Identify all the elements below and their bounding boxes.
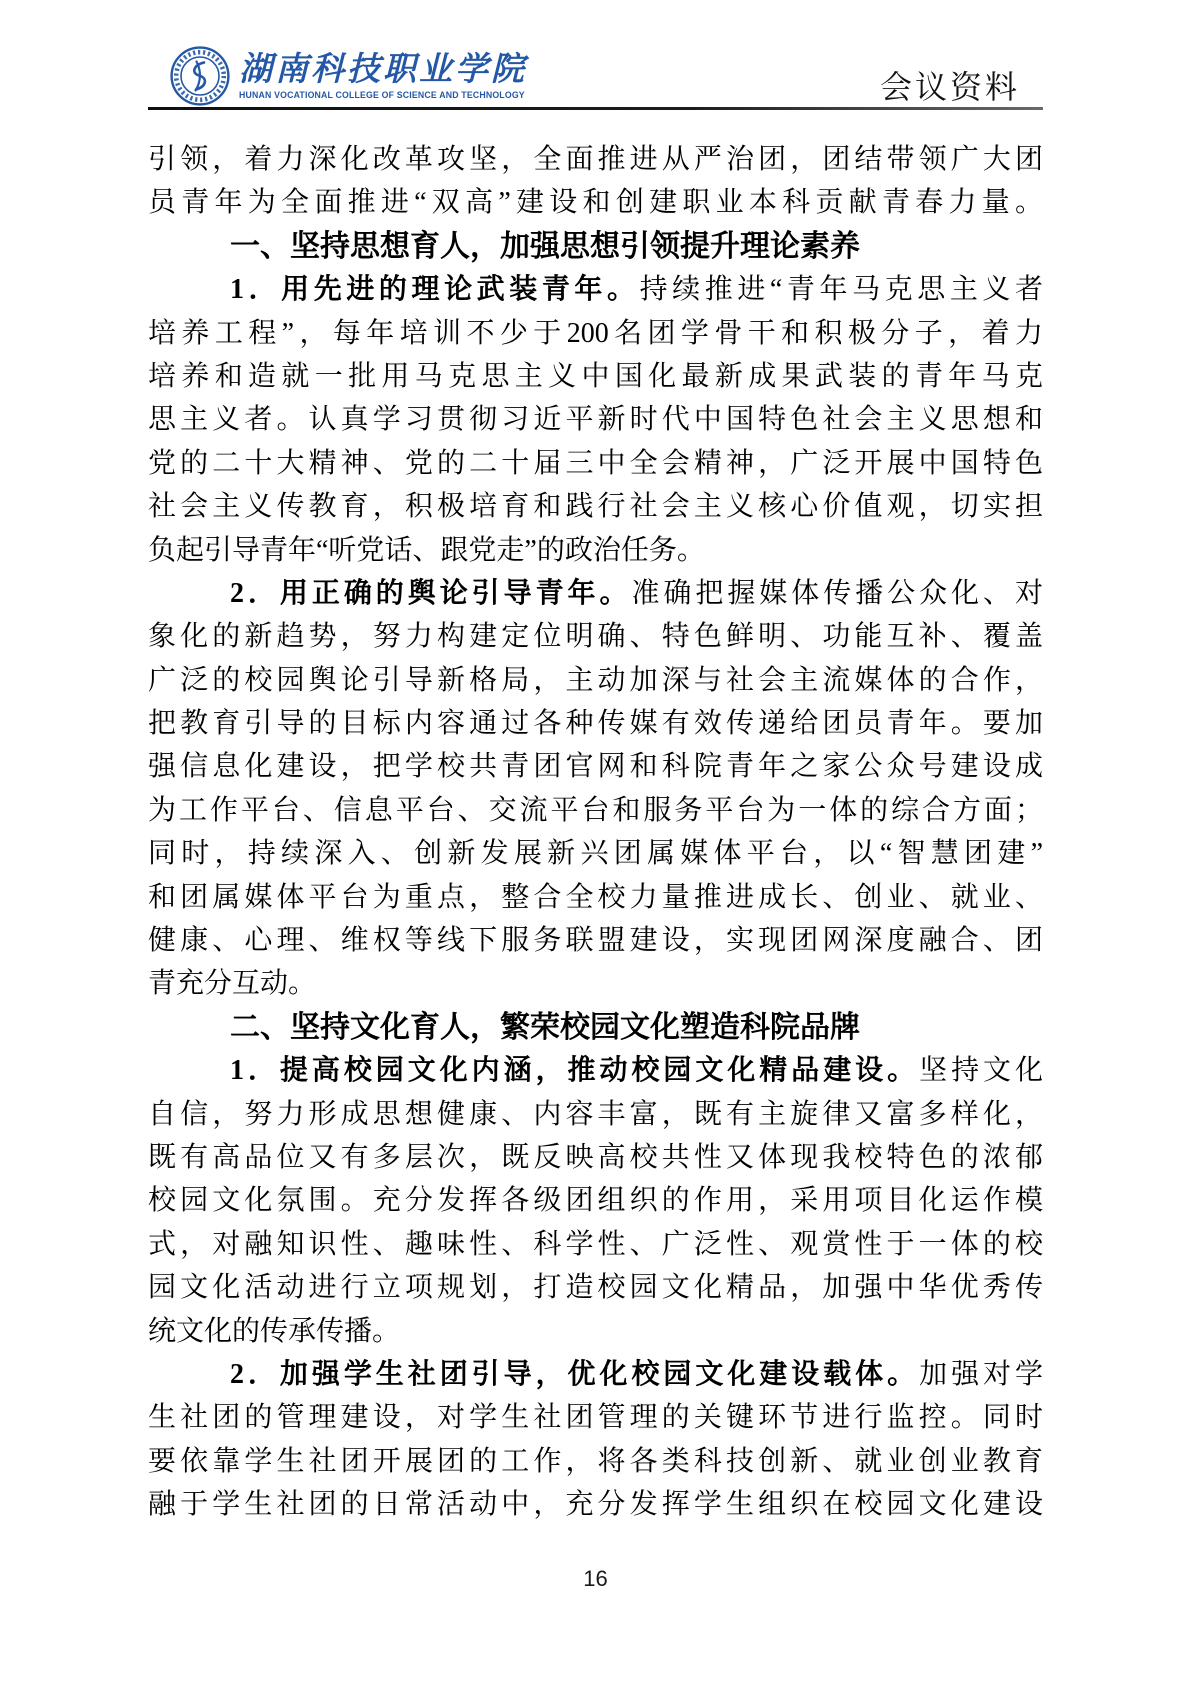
text-line: 党的二十大精神、党的二十届三中全会精神，广泛开展中国特色 xyxy=(148,447,1043,479)
college-logo xyxy=(170,46,550,106)
document-lines xyxy=(148,138,1043,1527)
text-line: 生社团的管理建设，对学生社团管理的关键环节进行监控。同时 xyxy=(148,1402,1043,1434)
text-line: 员青年为全面推进“双高”建设和创建职业本科贡献青春力量。 xyxy=(148,187,1043,219)
text-line: 1．用先进的理论武装青年。持续推进“青年马克思主义者 xyxy=(230,274,1043,306)
text-line: 既有高品位又有多层次，既反映高校共性又体现我校特色的浓郁 xyxy=(148,1141,1043,1173)
text-line: 为工作平台、信息平台、交流平台和服务平台为一体的综合方面； xyxy=(148,794,1043,826)
college-seal-icon xyxy=(170,46,230,106)
text-line: 引领，着力深化改革攻坚，全面推进从严治团，团结带领广大团 xyxy=(148,144,1043,175)
text-line: 培养和造就一批用马克思主义中国化最新成果武装的青年马克 xyxy=(148,360,1043,392)
college-logo-text xyxy=(239,46,550,101)
text-line: 培养工程”，每年培训不少于200名团学骨干和积极分子，着力 xyxy=(148,317,1043,349)
text-line: 园文化活动进行立项规划，打造校园文化精品，加强中华优秀传 xyxy=(148,1272,1043,1304)
header-divider xyxy=(148,107,1043,110)
paragraph-lead: 2．用正确的舆论引导青年。 xyxy=(230,577,632,609)
text-line: 和团属媒体平台为重点，整合全校力量推进成长、创业、就业、 xyxy=(148,881,1043,913)
page-number: 16 xyxy=(583,1566,608,1591)
text-line: 健康、心理、维权等线下服务联盟建设，实现团网深度融合、团 xyxy=(148,925,1043,957)
text-line: 融于学生社团的日常活动中，充分发挥学生组织在校园文化建设 xyxy=(148,1489,1043,1521)
text-line: 自信，努力形成思想健康、内容丰富，既有主旋律又富多样化， xyxy=(148,1098,1043,1130)
section-heading: 二、坚持文化育人，繁荣校园文化塑造科院品牌 xyxy=(230,1010,860,1044)
text-line: 把教育引导的目标内容通过各种传媒有效传递给团员青年。要加 xyxy=(148,708,1043,740)
text-line: 负起引导青年“听党话、跟党走”的政治任务。 xyxy=(148,534,705,566)
text-line: 2．加强学生社团引导，优化校园文化建设载体。加强对学 xyxy=(230,1358,1043,1390)
paragraph-lead: 1．提高校园文化内涵，推动校园文化精品建设。 xyxy=(230,1055,920,1087)
text-line: 青充分互动。 xyxy=(148,968,317,1000)
paragraph-lead: 2．加强学生社团引导，优化校园文化建设载体。 xyxy=(230,1358,920,1390)
college-name-zh: 湖南科技职业学院 xyxy=(239,49,527,88)
college-name-en: HUNAN VOCATIONAL COLLEGE OF SCIENCE AND TECHNOLOGY xyxy=(239,90,525,102)
header-corner-label: 会议资料 xyxy=(879,69,1020,105)
text-line: 1．提高校园文化内涵，推动校园文化精品建设。坚持文化 xyxy=(230,1055,1043,1087)
text-line: 同时，持续深入、创新发展新兴团属媒体平台，以“智慧团建” xyxy=(148,838,1043,870)
text-line: 式，对融知识性、趣味性、科学性、广泛性、观赏性于一体的校 xyxy=(148,1228,1043,1260)
text-line: 象化的新趋势，努力构建定位明确、特色鲜明、功能互补、覆盖 xyxy=(148,621,1043,653)
text-line: 强信息化建设，把学校共青团官网和科院青年之家公众号建设成 xyxy=(148,751,1043,783)
text-line: 统文化的传承传播。 xyxy=(148,1315,401,1347)
section-heading: 一、坚持思想育人，加强思想引领提升理论素养 xyxy=(230,229,860,263)
text-line: 校园文化氛围。充分发挥各级团组织的作用，采用项目化运作模 xyxy=(148,1185,1043,1217)
text-line: 2．用正确的舆论引导青年。准确把握媒体传播公众化、对 xyxy=(230,577,1043,609)
text-line: 思主义者。认真学习贯彻习近平新时代中国特色社会主义思想和 xyxy=(148,404,1043,436)
text-line: 要依靠学生社团开展团的工作，将各类科技创新、就业创业教育 xyxy=(148,1445,1043,1477)
text-line: 广泛的校园舆论引导新格局，主动加深与社会主流媒体的合作， xyxy=(148,664,1043,696)
paragraph-lead: 1．用先进的理论武装青年。 xyxy=(230,274,640,306)
text-line: 社会主义传教育，积极培育和践行社会主义核心价值观，切实担 xyxy=(148,491,1043,523)
